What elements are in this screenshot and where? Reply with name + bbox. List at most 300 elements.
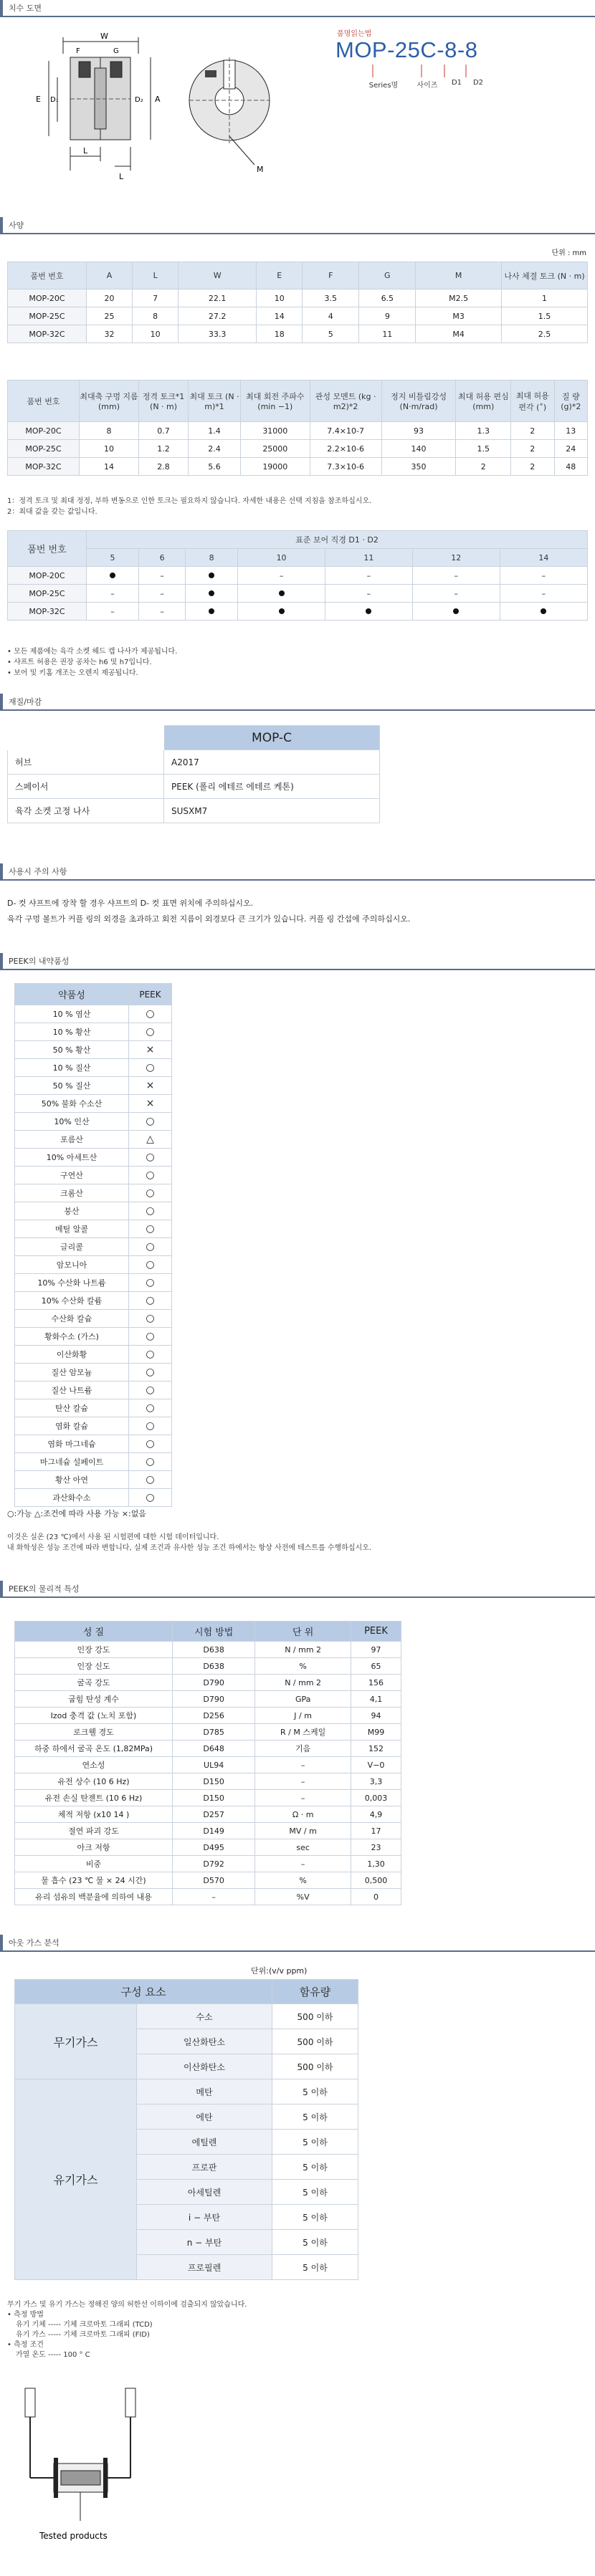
td: 연소성: [15, 1757, 173, 1773]
td: 14: [80, 458, 139, 476]
td: 10% 인산: [15, 1113, 129, 1131]
td: 10% 수산화 칼륨: [15, 1292, 129, 1310]
td: ○: [129, 1489, 172, 1507]
td: M4: [416, 325, 502, 343]
table-row: [8, 567, 588, 585]
td: 로크웰 경도: [15, 1724, 173, 1741]
table-row: [15, 1435, 172, 1453]
section-header-props: [0, 1581, 595, 1598]
table-row: [15, 1889, 401, 1905]
note-line: 내 화학성은 성능 조건에 따라 변합니다, 실제 조건과 유사한 성능 조건 하에서는 항상 사전에 테스트를 수행하십시오.: [7, 1544, 372, 1552]
table-row: [15, 1806, 401, 1823]
th: W: [178, 262, 257, 289]
td: 500 이하: [272, 2029, 358, 2054]
td: 탄산 칼슘: [15, 1399, 129, 1417]
th: 11: [325, 549, 413, 567]
td: J / m: [255, 1708, 351, 1724]
available-dot-icon: [366, 608, 371, 614]
table-row: [15, 2004, 358, 2029]
dim-e: E: [36, 95, 41, 104]
td: 암모니아: [15, 1256, 129, 1274]
table-row: [8, 422, 588, 440]
th: 12: [412, 549, 500, 567]
td: 유전 상수 (10 6 Hz): [15, 1773, 173, 1790]
th: 최대 회전 주파수 (min −1): [241, 380, 310, 422]
table-row: [15, 1167, 172, 1184]
td: ○: [129, 1220, 172, 1238]
dim-w: W: [100, 32, 108, 41]
table-row: [8, 750, 380, 775]
th: 최대 허용 편심 (mm): [456, 380, 511, 422]
table-row: [8, 603, 588, 621]
td: 메탄: [137, 2079, 272, 2105]
table-row: [15, 1691, 401, 1708]
th: PEEK: [351, 1622, 401, 1642]
td: 인장 신도: [15, 1658, 173, 1675]
td: [325, 603, 413, 621]
note-line: 이것은 실온 (23 ℃)에서 사용 된 시험편에 대한 시험 데이터입니다.: [7, 1533, 219, 1541]
front-view: [189, 57, 270, 174]
td: MOP-20C: [8, 567, 87, 585]
table-row: [8, 440, 588, 458]
td: GPa: [255, 1691, 351, 1708]
td: 33.3: [178, 325, 257, 343]
td: 65: [351, 1658, 401, 1675]
available-dot-icon: [209, 590, 214, 596]
td: 프로판: [137, 2155, 272, 2180]
td: MOP-32C: [8, 458, 80, 476]
chem-legend: ○:가능 △:조건에 따라 사용 가능 ×:없음: [7, 1509, 147, 1518]
td: 허브: [8, 750, 164, 775]
material-table: [7, 725, 380, 823]
td: SUSXM7: [164, 799, 380, 823]
td: [412, 603, 500, 621]
td: 10: [133, 325, 178, 343]
table-row: [15, 1202, 172, 1220]
td: ×: [129, 1077, 172, 1095]
td: ○: [129, 1399, 172, 1417]
td: 1.4: [189, 422, 241, 440]
material-header: MOP-C: [164, 726, 380, 750]
td: %: [255, 1872, 351, 1889]
td: 27.2: [178, 307, 257, 325]
td: ○: [129, 1346, 172, 1364]
section-title: 사용시 주의 사항: [9, 867, 67, 876]
td: ○: [129, 1364, 172, 1382]
table-row: [15, 1757, 401, 1773]
table-row: [15, 1256, 172, 1274]
td: 6.5: [359, 289, 416, 307]
note-line: • 샤프트 허용은 권장 공차는 h6 및 h7입니다.: [7, 659, 152, 666]
td: MOP-20C: [8, 289, 87, 307]
table-row: [15, 2079, 358, 2105]
td: –: [238, 567, 325, 585]
td: 4,1: [351, 1691, 401, 1708]
td: 50 % 황산: [15, 1041, 129, 1059]
td: 0: [351, 1889, 401, 1905]
section-header-spec: [0, 217, 595, 234]
td: UL94: [173, 1757, 255, 1773]
td: 20: [87, 289, 133, 307]
td: 2: [510, 458, 554, 476]
td: 비중: [15, 1856, 173, 1872]
td: ○: [129, 1005, 172, 1023]
td: V−0: [351, 1757, 401, 1773]
td: R / M 스케일: [255, 1724, 351, 1741]
td: 수산화 칼슘: [15, 1310, 129, 1328]
th: 구성 요소: [15, 1980, 272, 2004]
td: 절연 파괴 강도: [15, 1823, 173, 1839]
td: 48: [554, 458, 587, 476]
table-row: [15, 1382, 172, 1399]
section-title: 재질/마감: [9, 697, 42, 707]
table-row: [15, 1005, 172, 1023]
th: 함유량: [272, 1980, 358, 2004]
gas-notes: [7, 2300, 247, 2360]
td: 17: [351, 1823, 401, 1839]
table-row: [15, 1724, 401, 1741]
td: [238, 585, 325, 603]
td: 10 % 염산: [15, 1005, 129, 1023]
th: F: [303, 262, 359, 289]
table-row: [8, 775, 380, 799]
td: Izod 충격 값 (노치 포함): [15, 1708, 173, 1724]
table-row: [15, 1238, 172, 1256]
td: 1.3: [456, 422, 511, 440]
note-line: 무기 가스 및 유기 가스는 정해진 양의 허한선 이하이에 검출되지 않았습니다.: [7, 2301, 247, 2309]
td: ○: [129, 1113, 172, 1131]
td: ○: [129, 1184, 172, 1202]
td: 500 이하: [272, 2054, 358, 2079]
td: 7: [133, 289, 178, 307]
td: MOP-20C: [8, 422, 80, 440]
td: 스페이서: [8, 775, 164, 799]
td: 5 이하: [272, 2130, 358, 2155]
bore-notes: [7, 646, 177, 679]
td: 2: [510, 440, 554, 458]
section-title: 아웃 가스 분석: [9, 1938, 60, 1948]
table-row: [15, 1149, 172, 1167]
td: 2: [456, 458, 511, 476]
td: 기음: [255, 1741, 351, 1757]
th: 5: [87, 549, 139, 567]
section-header-material: [0, 694, 595, 711]
td: 붕산: [15, 1202, 129, 1220]
td: 5 이하: [272, 2180, 358, 2205]
td: 24: [554, 440, 587, 458]
td: D570: [173, 1872, 255, 1889]
table-row: [15, 1292, 172, 1310]
td: M99: [351, 1724, 401, 1741]
td: ○: [129, 1417, 172, 1435]
th: 시험 방법: [173, 1622, 255, 1642]
code-label-series: Series명: [368, 82, 399, 90]
th: 표준 보어 직경 D1 · D2: [87, 531, 588, 549]
gas-unit: 단위:(v/v ppm): [251, 1966, 308, 1976]
td: 140: [381, 440, 456, 458]
table-row: [15, 1708, 401, 1724]
td: 19000: [241, 458, 310, 476]
code-label-size: 사이즈: [416, 82, 438, 90]
td: 2: [510, 422, 554, 440]
td: 에틸렌: [137, 2130, 272, 2155]
td: –: [139, 585, 186, 603]
td: 5 이하: [272, 2105, 358, 2130]
th: 정지 비틀림강성 (N·m/rad): [381, 380, 456, 422]
section-title: PEEK의 내약품성: [9, 957, 70, 966]
table-row: [8, 458, 588, 476]
material-blank: [8, 726, 164, 750]
td: –: [325, 585, 413, 603]
table-row: [15, 1471, 172, 1489]
td: 일산화탄소: [137, 2029, 272, 2054]
td: D790: [173, 1691, 255, 1708]
td: 아세틸렌: [137, 2180, 272, 2205]
coupling-drawing: [14, 29, 287, 190]
table-row: [15, 1399, 172, 1417]
td: 152: [351, 1741, 401, 1757]
table-row: [15, 1059, 172, 1077]
td: 23: [351, 1839, 401, 1856]
side-view: [36, 32, 161, 181]
available-dot-icon: [110, 573, 115, 578]
td: [186, 567, 238, 585]
section-header-caution: [0, 863, 595, 881]
table-row: [15, 1113, 172, 1131]
td: –: [500, 585, 587, 603]
td: ○: [129, 1274, 172, 1292]
td: MOP-32C: [8, 603, 87, 621]
caution-text: [7, 896, 410, 927]
spec-unit: 단위 : mm: [551, 249, 586, 257]
th: 약품성: [15, 984, 129, 1005]
td: ○: [129, 1238, 172, 1256]
td: –: [87, 585, 139, 603]
caution-line: D- 컷 샤프트에 장착 할 경우 샤프트의 D- 컷 표면 위치에 주의하십시오.: [7, 899, 254, 908]
td: PEEK (폴리 에테르 에테르 케톤): [164, 775, 380, 799]
note-line: • 측정 조건: [7, 2341, 44, 2349]
table-row: [15, 1131, 172, 1149]
table-row: [8, 325, 588, 343]
td: 인장 강도: [15, 1642, 173, 1658]
th: 관성 모멘트 (kg · m2)*2: [310, 380, 381, 422]
table-row: [15, 1790, 401, 1806]
td: –: [139, 603, 186, 621]
td: 5 이하: [272, 2205, 358, 2230]
td: 8: [80, 422, 139, 440]
td: ×: [129, 1095, 172, 1113]
td: 32: [87, 325, 133, 343]
td: 굴곡 강도: [15, 1675, 173, 1691]
td: 글리콜: [15, 1238, 129, 1256]
td: 수소: [137, 2004, 272, 2029]
td: D648: [173, 1741, 255, 1757]
dim-a: A: [155, 95, 161, 104]
td: [186, 585, 238, 603]
note-line: 유기 가스 ----- 기체 크로마토 그래피 (FID): [16, 2331, 150, 2339]
spec-table-dimensions: [7, 262, 588, 343]
td: 굽힘 탄성 계수: [15, 1691, 173, 1708]
td: 4: [303, 307, 359, 325]
table-row: [15, 1658, 401, 1675]
td: –: [412, 567, 500, 585]
group-cell: 무기가스: [15, 2004, 137, 2079]
table-row: [15, 1346, 172, 1364]
table-row: [15, 1077, 172, 1095]
th: 최대 토크 (N · m)*1: [189, 380, 241, 422]
td: 물 흡수 (23 ℃ 물 × 24 시간): [15, 1872, 173, 1889]
available-dot-icon: [453, 608, 459, 614]
table-row: [15, 1872, 401, 1889]
td: 500 이하: [272, 2004, 358, 2029]
td: –: [173, 1889, 255, 1905]
th: 질 량 (g)*2: [554, 380, 587, 422]
td: 크롬산: [15, 1184, 129, 1202]
dim-d1: D₁: [50, 96, 59, 104]
table-row: [8, 799, 380, 823]
td: 황산 아연: [15, 1471, 129, 1489]
td: 350: [381, 458, 456, 476]
td: 황화수소 (가스): [15, 1328, 129, 1346]
td: D150: [173, 1790, 255, 1806]
td: 1.2: [139, 440, 189, 458]
table-row: [15, 1184, 172, 1202]
table-row: [15, 1364, 172, 1382]
td: 97: [351, 1642, 401, 1658]
table-row: [15, 1095, 172, 1113]
th: G: [359, 262, 416, 289]
td: 1,30: [351, 1856, 401, 1872]
table-row: [15, 1328, 172, 1346]
td: n − 부탄: [137, 2230, 272, 2255]
td: D790: [173, 1675, 255, 1691]
td: ○: [129, 1202, 172, 1220]
td: MOP-25C: [8, 440, 80, 458]
th: 6: [139, 549, 186, 567]
td: ○: [129, 1167, 172, 1184]
note-line: 1：정격 토크 및 최대 정정, 부하 변동으로 인한 토크는 필요하지 않습니다. 자세한 내용은 선택 지침을 참조하십시오.: [7, 497, 372, 505]
table-row: [15, 1310, 172, 1328]
table-row: [15, 1675, 401, 1691]
table-row: [15, 1642, 401, 1658]
td: ○: [129, 1382, 172, 1399]
dim-g: G: [113, 47, 119, 55]
dim-l-2: L: [119, 172, 124, 181]
td: %V: [255, 1889, 351, 1905]
td: 7.3×10-6: [310, 458, 381, 476]
td: 체적 저항 (x10 14 ): [15, 1806, 173, 1823]
spec-table-bores: [7, 530, 588, 621]
td: 1.5: [456, 440, 511, 458]
table-row: [15, 1856, 401, 1872]
td: i − 부탄: [137, 2205, 272, 2230]
th: 10: [238, 549, 325, 567]
table-row: [15, 1220, 172, 1238]
td: 유리 섬유의 백분율에 의하여 내용: [15, 1889, 173, 1905]
td: 10 % 황산: [15, 1023, 129, 1041]
td: D495: [173, 1839, 255, 1856]
td: 5 이하: [272, 2155, 358, 2180]
td: 156: [351, 1675, 401, 1691]
td: 22.1: [178, 289, 257, 307]
td: 9: [359, 307, 416, 325]
td: 이산화황: [15, 1346, 129, 1364]
table-row: [15, 1741, 401, 1757]
note-line: • 측정 방법: [7, 2311, 44, 2319]
td: 3.5: [303, 289, 359, 307]
th: 정격 토크*1 (N · m): [139, 380, 189, 422]
td: MOP-32C: [8, 325, 87, 343]
td: 2.5: [502, 325, 588, 343]
spec-table-performance: [7, 380, 588, 476]
td: MOP-25C: [8, 585, 87, 603]
td: 13: [554, 422, 587, 440]
th: 단 위: [255, 1622, 351, 1642]
section-title: 사양: [9, 221, 24, 230]
td: [500, 603, 587, 621]
td: 5 이하: [272, 2079, 358, 2105]
td: 18: [257, 325, 303, 343]
td: ○: [129, 1149, 172, 1167]
td: 14: [257, 307, 303, 325]
section-header-chem: [0, 953, 595, 970]
td: 마그네슘 설페이트: [15, 1453, 129, 1471]
td: 에탄: [137, 2105, 272, 2130]
td: 10 % 질산: [15, 1059, 129, 1077]
td: ○: [129, 1310, 172, 1328]
td: [186, 603, 238, 621]
td: A2017: [164, 750, 380, 775]
th: 최대 허용 편각 (˚): [510, 380, 554, 422]
td: 질산 암모늄: [15, 1364, 129, 1382]
th: A: [87, 262, 133, 289]
td: 0,500: [351, 1872, 401, 1889]
td: –: [255, 1856, 351, 1872]
td: –: [87, 603, 139, 621]
td: 5 이하: [272, 2255, 358, 2280]
td: 5.6: [189, 458, 241, 476]
td: 50 % 질산: [15, 1077, 129, 1095]
td: 2.8: [139, 458, 189, 476]
table-row: [8, 307, 588, 325]
available-dot-icon: [279, 608, 285, 614]
note-line: 가열 온도 ----- 100 ° C: [16, 2351, 90, 2359]
td: D785: [173, 1724, 255, 1741]
td: –: [139, 567, 186, 585]
td: D150: [173, 1773, 255, 1790]
caution-line: 육각 구멍 볼트가 커플 링의 외경을 초과하고 회전 지름이 외경보다 큰 크기가 있습니다. 커플 링 간섭에 주의하십시오.: [7, 914, 411, 924]
td: N / mm 2: [255, 1642, 351, 1658]
td: 4,9: [351, 1806, 401, 1823]
td: 하중 하에서 굴곡 온도 (1,82MPa): [15, 1741, 173, 1757]
td: –: [412, 585, 500, 603]
table-row: [15, 1023, 172, 1041]
table-row: [15, 1453, 172, 1471]
td: 3,3: [351, 1773, 401, 1790]
td: MV / m: [255, 1823, 351, 1839]
td: 94: [351, 1708, 401, 1724]
model-code-legend: [358, 79, 489, 90]
table-row: [15, 1489, 172, 1507]
td: 1.5: [502, 307, 588, 325]
th: L: [133, 262, 178, 289]
note-line: • 모든 제품에는 육각 소켓 헤드 캡 나사가 제공됩니다.: [7, 648, 178, 656]
th: PEEK: [129, 984, 172, 1005]
th: 8: [186, 549, 238, 567]
td: 5 이하: [272, 2230, 358, 2255]
table-row: [15, 1839, 401, 1856]
td: MOP-25C: [8, 307, 87, 325]
